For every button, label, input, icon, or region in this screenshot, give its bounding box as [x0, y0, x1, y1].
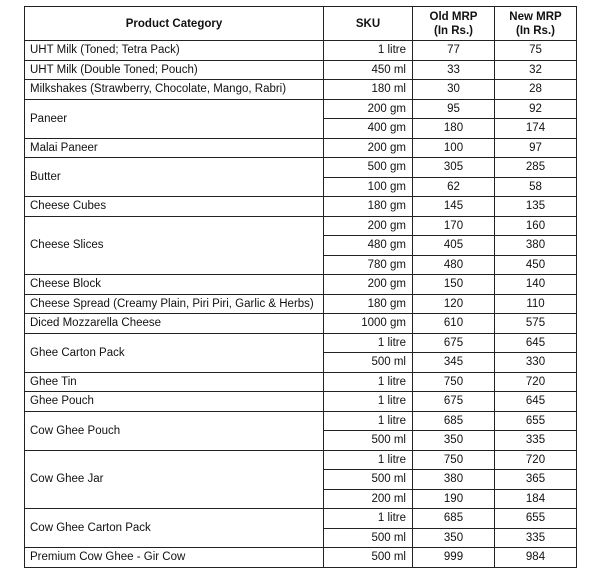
table-row [25, 275, 577, 295]
product-category-cell: Butter [25, 158, 324, 197]
table-row [25, 294, 577, 314]
new-mrp-cell: 140 [495, 275, 577, 295]
sku-cell: 180 ml [324, 80, 413, 100]
table-row [25, 80, 577, 100]
product-category-cell: Malai Paneer [25, 138, 324, 158]
sku-cell: 200 ml [324, 489, 413, 509]
table-row [25, 548, 577, 568]
sku-cell: 450 ml [324, 60, 413, 80]
sku-cell: 180 gm [324, 197, 413, 217]
table-row [25, 392, 577, 412]
table-row [25, 333, 577, 353]
table-row [25, 138, 577, 158]
sku-cell: 500 ml [324, 353, 413, 373]
old-mrp-cell: 170 [413, 216, 495, 236]
header-product-category: Product Category [25, 7, 324, 41]
header-old-mrp-unit: (In Rs.) [434, 24, 473, 37]
new-mrp-cell: 720 [495, 450, 577, 470]
new-mrp-cell: 645 [495, 392, 577, 412]
sku-cell: 480 gm [324, 236, 413, 256]
old-mrp-cell: 380 [413, 470, 495, 490]
new-mrp-cell: 655 [495, 509, 577, 529]
header-old-mrp [413, 7, 495, 41]
old-mrp-cell: 405 [413, 236, 495, 256]
table-row [25, 372, 577, 392]
product-category-cell: Cheese Block [25, 275, 324, 295]
table-row [25, 450, 577, 470]
sku-cell: 1 litre [324, 392, 413, 412]
new-mrp-cell: 984 [495, 548, 577, 568]
table-row [25, 411, 577, 431]
new-mrp-cell: 97 [495, 138, 577, 158]
product-category-cell: Cheese Slices [25, 216, 324, 275]
sku-cell: 200 gm [324, 216, 413, 236]
new-mrp-cell: 75 [495, 41, 577, 61]
new-mrp-cell: 135 [495, 197, 577, 217]
product-category-cell: Ghee Carton Pack [25, 333, 324, 372]
new-mrp-cell: 110 [495, 294, 577, 314]
old-mrp-cell: 999 [413, 548, 495, 568]
old-mrp-cell: 120 [413, 294, 495, 314]
old-mrp-cell: 675 [413, 392, 495, 412]
header-new-mrp-unit: (In Rs.) [516, 24, 555, 37]
old-mrp-cell: 95 [413, 99, 495, 119]
old-mrp-cell: 190 [413, 489, 495, 509]
product-category-cell: UHT Milk (Double Toned; Pouch) [25, 60, 324, 80]
sku-cell: 200 gm [324, 138, 413, 158]
table-row [25, 99, 577, 119]
product-category-cell: Milkshakes (Strawberry, Chocolate, Mango, Rabri) [25, 80, 324, 100]
sku-cell: 100 gm [324, 177, 413, 197]
old-mrp-cell: 33 [413, 60, 495, 80]
old-mrp-cell: 345 [413, 353, 495, 373]
old-mrp-cell: 675 [413, 333, 495, 353]
new-mrp-cell: 285 [495, 158, 577, 178]
old-mrp-cell: 750 [413, 372, 495, 392]
new-mrp-cell: 655 [495, 411, 577, 431]
table-row [25, 60, 577, 80]
new-mrp-cell: 160 [495, 216, 577, 236]
sku-cell: 1 litre [324, 450, 413, 470]
table-body [25, 41, 577, 568]
header-old-mrp-label: Old MRP [429, 10, 478, 23]
new-mrp-cell: 365 [495, 470, 577, 490]
product-category-cell: Paneer [25, 99, 324, 138]
product-category-cell: Cheese Spread (Creamy Plain, Piri Piri, Garlic & Herbs) [25, 294, 324, 314]
header-new-mrp-label: New MRP [509, 10, 562, 23]
mrp-price-table [24, 6, 577, 568]
sku-cell: 200 gm [324, 275, 413, 295]
new-mrp-cell: 720 [495, 372, 577, 392]
table-row [25, 158, 577, 178]
sku-cell: 1 litre [324, 372, 413, 392]
sku-cell: 200 gm [324, 99, 413, 119]
sku-cell: 1 litre [324, 509, 413, 529]
product-category-cell: Cow Ghee Pouch [25, 411, 324, 450]
sku-cell: 1 litre [324, 411, 413, 431]
sku-cell: 180 gm [324, 294, 413, 314]
old-mrp-cell: 150 [413, 275, 495, 295]
old-mrp-cell: 30 [413, 80, 495, 100]
sku-cell: 500 ml [324, 470, 413, 490]
new-mrp-cell: 575 [495, 314, 577, 334]
sku-cell: 1000 gm [324, 314, 413, 334]
product-category-cell: UHT Milk (Toned; Tetra Pack) [25, 41, 324, 61]
sku-cell: 1 litre [324, 41, 413, 61]
sku-cell: 400 gm [324, 119, 413, 139]
product-category-cell: Cow Ghee Carton Pack [25, 509, 324, 548]
table-row [25, 41, 577, 61]
old-mrp-cell: 350 [413, 431, 495, 451]
old-mrp-cell: 750 [413, 450, 495, 470]
old-mrp-cell: 350 [413, 528, 495, 548]
old-mrp-cell: 305 [413, 158, 495, 178]
old-mrp-cell: 180 [413, 119, 495, 139]
old-mrp-cell: 145 [413, 197, 495, 217]
product-category-cell: Cow Ghee Jar [25, 450, 324, 509]
sku-cell: 780 gm [324, 255, 413, 275]
new-mrp-cell: 335 [495, 528, 577, 548]
product-category-cell: Cheese Cubes [25, 197, 324, 217]
header-sku: SKU [324, 7, 413, 41]
old-mrp-cell: 77 [413, 41, 495, 61]
old-mrp-cell: 685 [413, 411, 495, 431]
old-mrp-cell: 610 [413, 314, 495, 334]
old-mrp-cell: 685 [413, 509, 495, 529]
new-mrp-cell: 330 [495, 353, 577, 373]
new-mrp-cell: 380 [495, 236, 577, 256]
new-mrp-cell: 28 [495, 80, 577, 100]
table-row [25, 509, 577, 529]
table-header [25, 7, 577, 41]
sku-cell: 500 gm [324, 158, 413, 178]
table-row [25, 197, 577, 217]
new-mrp-cell: 92 [495, 99, 577, 119]
old-mrp-cell: 480 [413, 255, 495, 275]
product-category-cell: Premium Cow Ghee - Gir Cow [25, 548, 324, 568]
table-row [25, 216, 577, 236]
product-category-cell: Ghee Tin [25, 372, 324, 392]
product-category-cell: Diced Mozzarella Cheese [25, 314, 324, 334]
new-mrp-cell: 184 [495, 489, 577, 509]
price-table-container [24, 6, 577, 568]
new-mrp-cell: 174 [495, 119, 577, 139]
header-new-mrp [495, 7, 577, 41]
old-mrp-cell: 100 [413, 138, 495, 158]
sku-cell: 500 ml [324, 548, 413, 568]
sku-cell: 500 ml [324, 528, 413, 548]
new-mrp-cell: 32 [495, 60, 577, 80]
old-mrp-cell: 62 [413, 177, 495, 197]
sku-cell: 1 litre [324, 333, 413, 353]
header-row [25, 7, 577, 41]
new-mrp-cell: 450 [495, 255, 577, 275]
table-row [25, 314, 577, 334]
new-mrp-cell: 58 [495, 177, 577, 197]
new-mrp-cell: 335 [495, 431, 577, 451]
sku-cell: 500 ml [324, 431, 413, 451]
new-mrp-cell: 645 [495, 333, 577, 353]
product-category-cell: Ghee Pouch [25, 392, 324, 412]
